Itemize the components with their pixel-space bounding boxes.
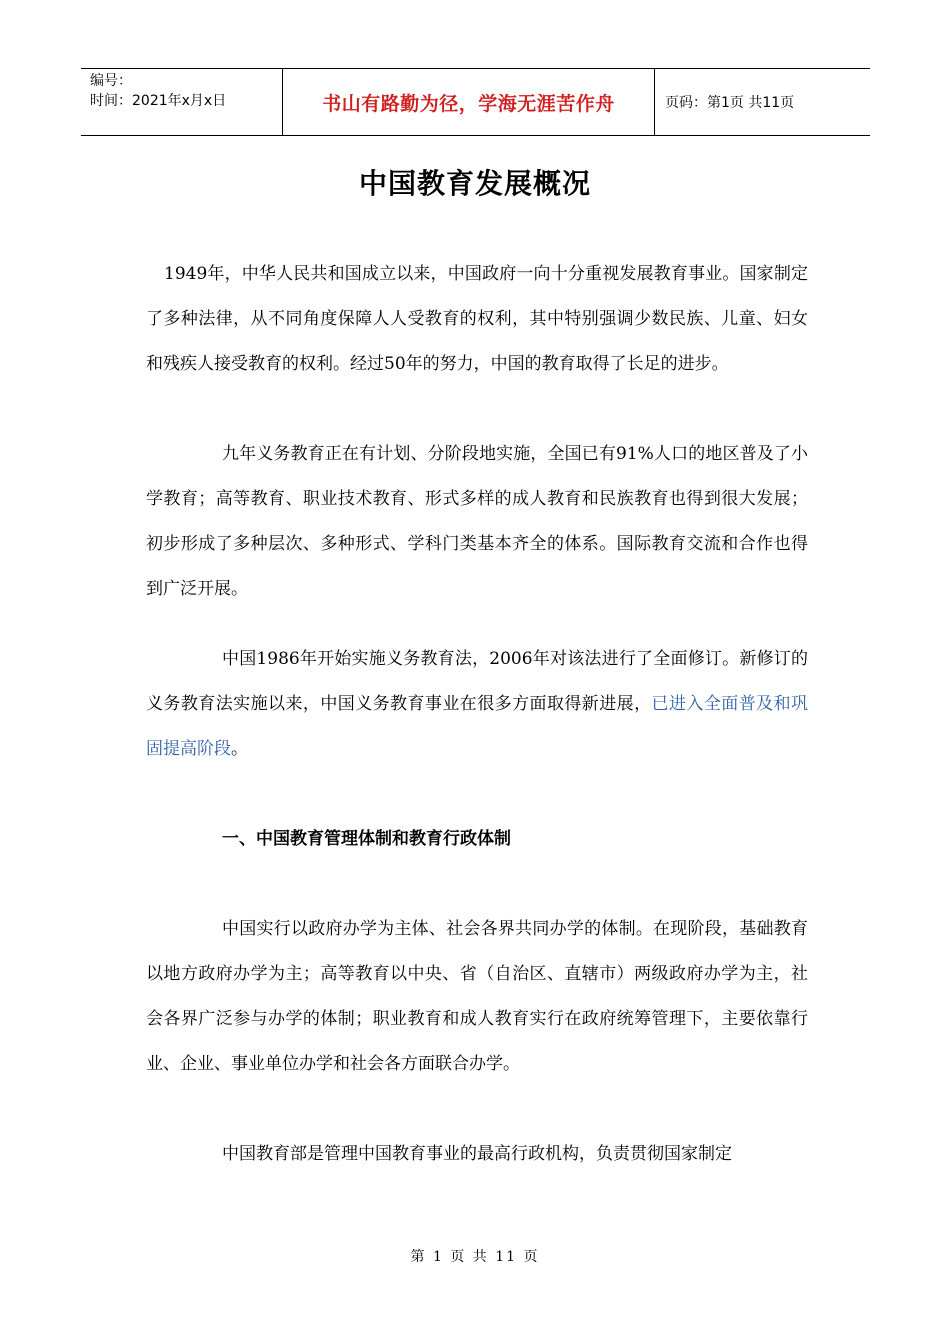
page-footer: 第 1 页 共 11 页 — [410, 1249, 540, 1265]
spacer — [146, 612, 808, 637]
serial-number-label: 编号： — [90, 73, 132, 89]
paragraph-4: 中国实行以政府办学为主体、社会各界共同办学的体制。在现阶段，基础教育以地方政府办学为主；高等教育以中央、省（自治区、直辖市）两级政府办学为主，社会各界广泛参与办学的体制；职业教育和成人教育实行在政府统筹管理下，主要依靠行业、企业、事业单位办学和社会各方面联合办学。 — [146, 919, 808, 1074]
paragraph-3-text: 中国1986年开始实施义务教育法，2006年对该法进行了全面修订。新修订的义务教育法实施以来，中国义务教育事业在很多方面取得新进展， — [146, 649, 808, 714]
spacer — [146, 1087, 808, 1132]
paragraph-1: 1949年，中华人民共和国成立以来，中国政府一向十分重视发展教育事业。国家制定了多种法律，从不同角度保障人人受教育的权利，其中特别强调少数民族、儿童、妇女和残疾人接受教育的权利。经过50年的努力，中国的教育取得了长足的进步。 — [146, 264, 808, 374]
time-label: 时间：2021年x月x日 — [90, 93, 227, 109]
paragraph-5: 中国教育部是管理中国教育事业的最高行政机构，负责贯彻国家制定 — [222, 1144, 732, 1164]
paragraph-3 — [146, 637, 808, 772]
paragraph-3-highlight: 已进入全面普及和巩固提高阶段 — [146, 694, 809, 759]
document-title: 中国教育发展概况 — [358, 167, 591, 200]
spacer — [146, 862, 808, 907]
paragraph-3-end: 。 — [231, 739, 248, 759]
spacer — [146, 387, 808, 432]
paragraph-2: 九年义务教育正在有计划、分阶段地实施，全国已有91%人口的地区普及了小学教育；高等教育、职业技术教育、形式多样的成人教育和民族教育也得到很大发展；初步形成了多种层次、多种形式、学科门类基本齐全的体系。国际教育交流和合作也得到广泛开展。 — [146, 444, 808, 599]
spacer — [146, 772, 808, 817]
section-heading-1: 一、中国教育管理体制和教育行政体制 — [222, 829, 511, 849]
header-page-info: 页码：第1页 共11页 — [665, 95, 795, 111]
document-body — [146, 252, 808, 1177]
header-meta-cell — [81, 69, 282, 135]
header-motto: 书山有路勤为径，学海无涯苦作舟 — [282, 69, 655, 135]
document-header-table — [81, 68, 870, 136]
